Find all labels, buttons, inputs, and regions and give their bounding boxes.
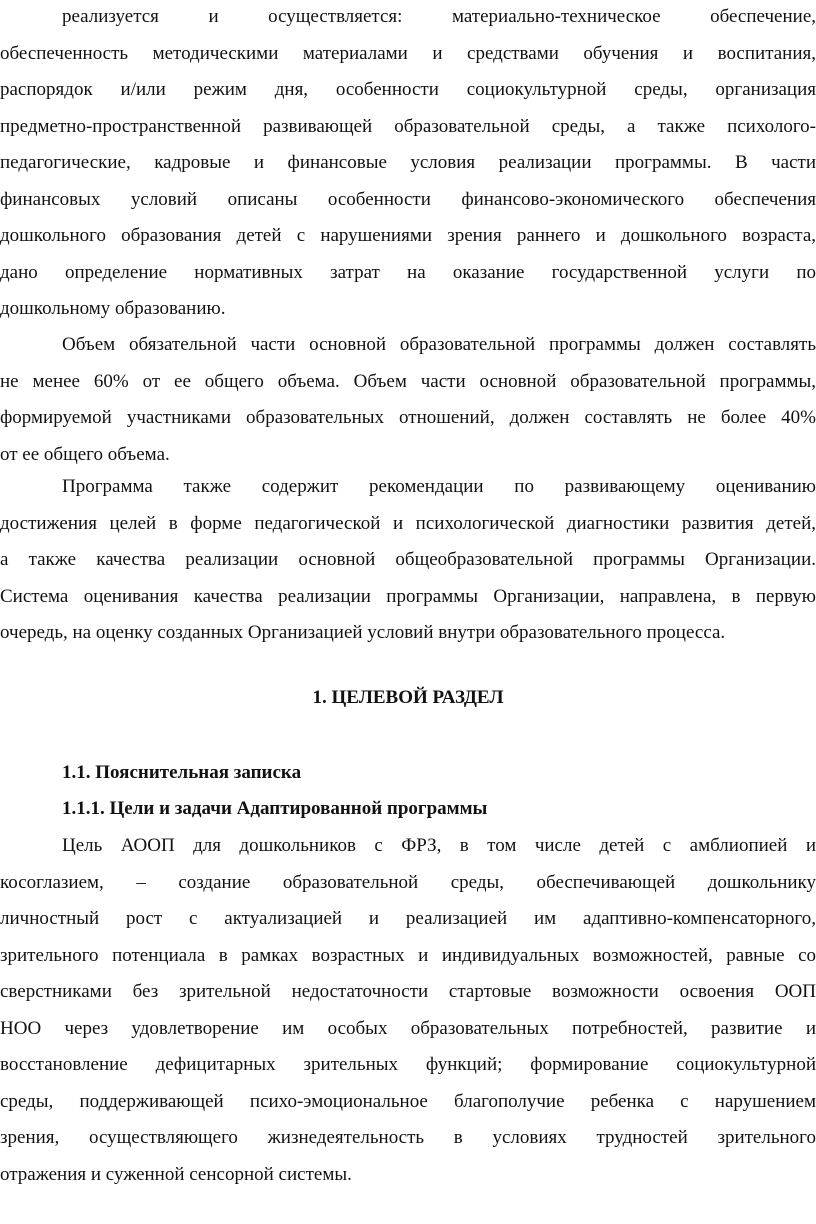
text-line: отражения и суженной сенсорной системы. [0,1163,352,1185]
text-line: среды, поддерживающей психо-эмоциональное благополучие ребенка с нарушением [0,1090,816,1112]
text-line: от ее общего объема. [0,443,170,465]
text-line: распорядок и/или режим дня, особенности социокультурной среды, организация [0,79,816,100]
text-line: зрения, осуществляющего жизнедеятельность в условиях трудностей зрительного [0,1127,816,1148]
text-line: а также качества реализации основной общеобразовательной программы Организации. [0,549,816,570]
text-line: очередь, на оценку созданных Организацией условий внутри образовательного процесса. [0,622,726,643]
text-line: формируемой участниками образовательных отношений, должен составлять не более 40% [0,407,816,428]
paragraph-volume [0,327,816,473]
text-line: личностный рост с актуализацией и реализацией им адаптивно-компенсаторного, [0,908,816,929]
paragraph-goal [0,828,816,1193]
text-line: Программа также содержит рекомендации по развивающему оцениванию [62,476,816,497]
text-line: предметно-пространственной развивающей образовательной среды, а также психолого- [0,115,816,137]
paragraph-assessment [0,469,816,652]
subsection-heading: 1.1. Пояснительная записка [62,762,302,783]
text-line: обеспеченность методическими материалами и средствами обучения и воспитания, [0,42,816,64]
text-line: дошкольного образования детей с нарушениями зрения раннего и дошкольного возраста, [0,225,816,246]
text-line: дано определение нормативных затрат на оказание государственной услуги по [0,261,816,283]
text-line: Цель АООП для дошкольников с ФРЗ, в том числе детей с амблиопией и [62,835,816,856]
text-line: дошкольному образованию. [0,298,226,319]
paragraph-conditions [0,0,816,328]
text-line: достижения целей в форме педагогической и психологической диагностики развития детей, [0,512,816,534]
text-line: финансовых условий описаны особенности финансово-экономического обеспечения [0,188,816,210]
text-line: не менее 60% от ее общего объема. Объем части основной образовательной программы, [0,370,816,392]
text-line: Система оценивания качества реализации программы Организации, направлена, в первую [0,585,816,607]
text-line: зрительного потенциала в рамках возрастных и индивидуальных возможностей, равные со [0,944,816,966]
text-line: педагогические, кадровые и финансовые условия реализации программы. В части [0,152,816,173]
text-line: реализуется и осуществляется: материально-техническое обеспечение, [62,6,816,27]
text-line: восстановление дефицитарных зрительных функций; формирование социокультурной [0,1054,816,1075]
section-heading: 1. ЦЕЛЕВОЙ РАЗДЕЛ [312,687,504,708]
text-line: косоглазием, – создание образовательной среды, обеспечивающей дошкольнику [0,871,816,893]
text-line: Объем обязательной части основной образовательной программы должен составлять [62,334,816,355]
subsubsection-heading: 1.1.1. Цели и задачи Адаптированной программы [62,798,488,819]
text-line: сверстниками без зрительной недостаточности стартовые возможности освоения ООП [0,981,816,1002]
text-line: НОО через удовлетворение им особых образовательных потребностей, развитие и [0,1017,816,1039]
